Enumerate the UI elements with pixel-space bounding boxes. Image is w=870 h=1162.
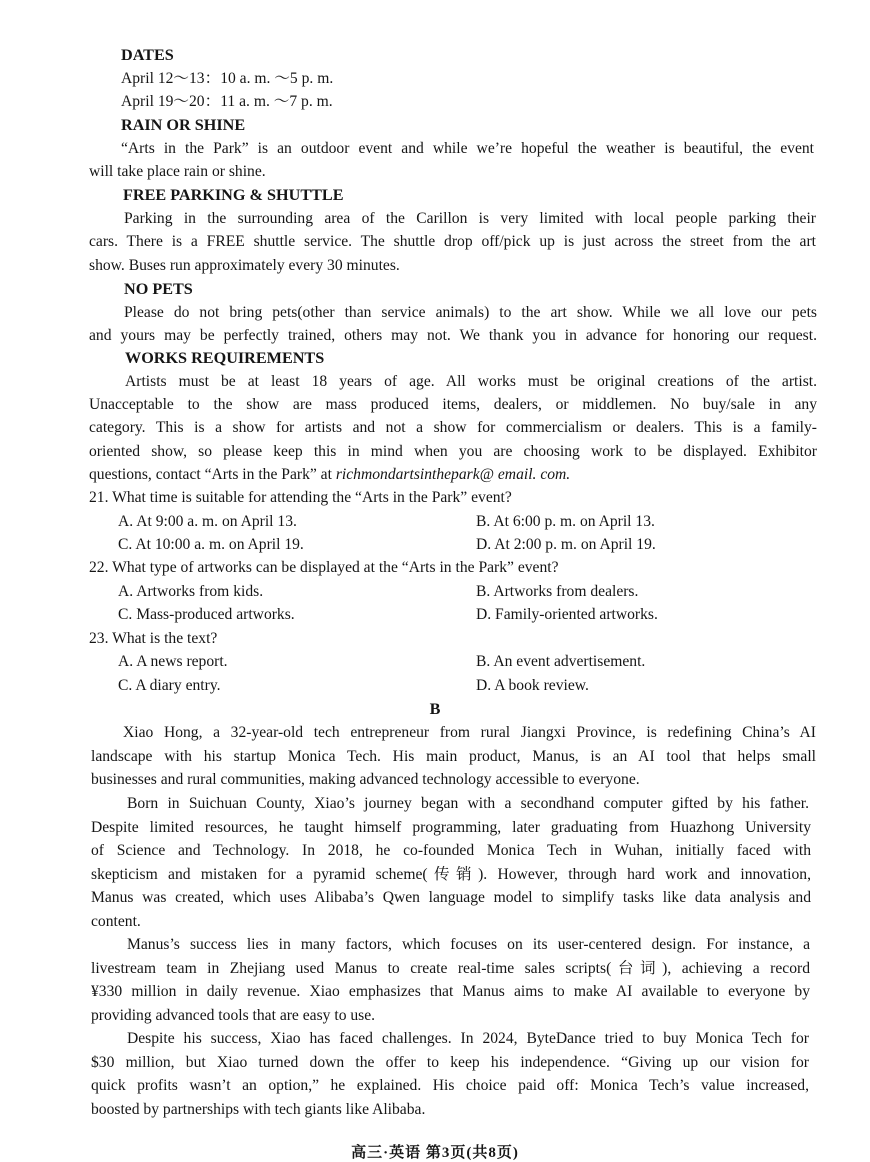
question-22-option-c: C. Mass-produced artworks. [118,606,295,623]
passage-b-p3-line-3: ¥330 million in daily revenue. Xiao emphasizes that Manus aims to make AI available to everyone by [91,983,810,1000]
rain-line-1: “Arts in the Park” is an outdoor event and while we’re hopeful the weather is beautiful, the event [121,140,814,157]
pets-line-2: and yours may be perfectly trained, others may not. We thank you in advance for honoring our request. [89,327,817,344]
question-23-option-d: D. A book review. [476,677,589,694]
question-22-stem: 22. What type of artworks can be displayed at the “Arts in the Park” event? [89,559,559,576]
section-heading-pets: NO PETS [124,280,193,298]
passage-b-label: B [429,700,441,718]
contact-email: richmondartsinthepark@ email. com. [335,466,571,483]
works-line-5 [89,465,570,485]
parking-line-1: Parking in the surrounding area of the Carillon is very limited with local people parking their [124,210,816,227]
question-22-option-d: D. Family-oriented artworks. [476,606,658,623]
passage-b-p3-line-4: providing advanced tools that are easy to use. [91,1007,376,1024]
question-21-option-d: D. At 2:00 p. m. on April 19. [476,536,656,553]
dates-line-1: April 12～13：10 a. m. ～5 p. m. [121,70,334,87]
question-22-option-a: A. Artworks from kids. [118,583,264,600]
question-21-stem: 21. What time is suitable for attending the “Arts in the Park” event? [89,489,512,506]
works-line-4: oriented show, so please keep this in mind when you are choosing work to be displayed. Exhibitor [89,443,817,460]
works-line-3: category. This is a show for artists and not a show for commercialism or dealers. This is a family- [89,419,817,436]
section-heading-rain: RAIN OR SHINE [121,116,246,134]
question-23-option-a: A. A news report. [118,653,228,670]
works-line-2: Unacceptable to the show are mass produced items, dealers, or middlemen. No buy/sale in any [89,396,817,413]
passage-b-p1-line-1: Xiao Hong, a 32-year-old tech entrepreneur from rural Jiangxi Province, is redefining China’s AI [123,724,816,741]
question-21-option-c: C. At 10:00 a. m. on April 19. [118,536,304,553]
parking-line-2: cars. There is a FREE shuttle service. The shuttle drop off/pick up is just across the street from the art [89,233,816,250]
passage-b-p4-line-2: $30 million, but Xiao turned down the offer to keep his independence. “Giving up our vision for [91,1054,809,1071]
passage-b-p4-line-4: boosted by partnerships with tech giants like Alibaba. [91,1101,426,1118]
passage-b-p2-line-2: Despite limited resources, he taught himself programming, later graduating from Huazhong University [91,819,811,836]
page-footer: 高三·英语 第3页(共8页) [351,1145,519,1161]
dates-line-2: April 19～20：11 a. m. ～7 p. m. [121,93,333,110]
works-line-1: Artists must be at least 18 years of age. All works must be original creations of the artist. [125,373,817,390]
passage-b-p2-line-5: Manus was created, which uses Alibaba’s Qwen language model to simplify tasks like data analysis and [91,889,811,906]
section-heading-works: WORKS REQUIREMENTS [125,349,325,367]
question-22-option-b: B. Artworks from dealers. [476,583,639,600]
section-heading-dates: DATES [121,46,174,64]
passage-b-p1-line-2: landscape with his startup Monica Tech. His main product, Manus, is an AI tool that helps small [91,748,816,765]
question-23-stem: 23. What is the text? [89,630,218,647]
passage-b-p3-line-2: livestream team in Zhejiang used Manus to create real-time sales scripts(台词), achieving a record [91,960,810,977]
contact-prefix: questions, contact “Arts in the Park” at [89,466,336,483]
passage-b-p1-line-3: businesses and rural communities, making advanced technology accessible to everyone. [91,771,640,788]
passage-b-p2-line-3: of Science and Technology. In 2018, he co-founded Monica Tech in Wuhan, initially faced with [91,842,811,859]
question-23-option-c: C. A diary entry. [118,677,221,694]
passage-b-p3-line-1: Manus’s success lies in many factors, which focuses on its user-centered design. For instance, a [127,936,810,953]
rain-line-2: will take place rain or shine. [89,163,266,180]
pets-line-1: Please do not bring pets(other than service animals) to the art show. While we all love our pets [124,304,817,321]
passage-b-p4-line-3: quick profits wasn’t an option,” he explained. His choice paid off: Monica Tech’s value increased, [91,1077,809,1094]
question-21-option-b: B. At 6:00 p. m. on April 13. [476,513,655,530]
question-21-option-a: A. At 9:00 a. m. on April 13. [118,513,297,530]
parking-line-3: show. Buses run approximately every 30 minutes. [89,257,400,274]
passage-b-p4-line-1: Despite his success, Xiao has faced challenges. In 2024, ByteDance tried to buy Monica Tech for [127,1030,809,1047]
passage-b-p2-line-1: Born in Suichuan County, Xiao’s journey began with a secondhand computer gifted by his father. [127,795,809,812]
passage-b-p2-line-4: skepticism and mistaken for a pyramid scheme(传销). However, through hard work and innovation, [91,866,811,883]
section-heading-parking: FREE PARKING & SHUTTLE [123,186,344,204]
passage-b-p2-line-6: content. [91,913,141,930]
question-23-option-b: B. An event advertisement. [476,653,646,670]
